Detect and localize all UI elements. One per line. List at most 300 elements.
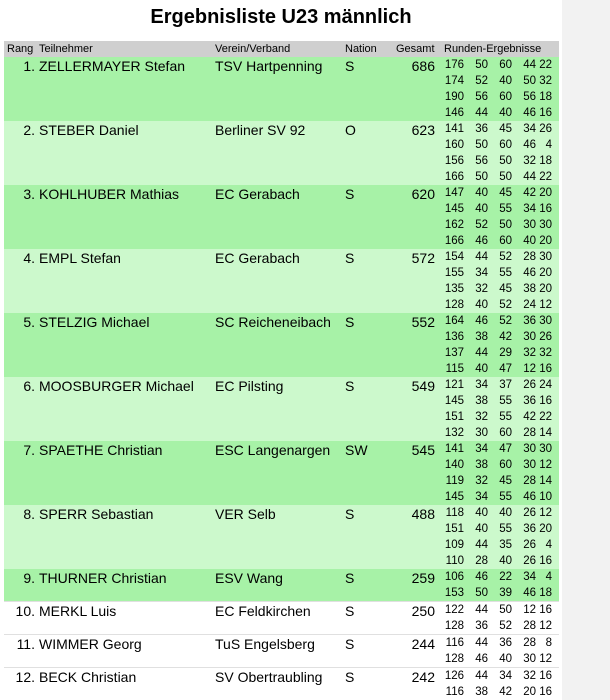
total-score: 242 [411,669,435,685]
round-value: 34 [475,379,488,391]
participant-name: EMPL Stefan [39,250,121,266]
round-value: 46 [523,587,536,599]
round-value: 45 [499,283,512,295]
total-score: 259 [411,570,435,586]
round-value: 34 [499,670,512,682]
round-line [444,73,552,89]
round-value: 116 [445,637,464,649]
round-line [444,297,552,313]
nation-code: O [345,122,356,138]
round-value: 145 [444,395,464,407]
header-gesamt: Gesamt [396,43,435,55]
nation-code: S [345,669,355,685]
round-value: 24 [523,299,536,311]
round-value: 30 [523,653,536,665]
round-line [444,89,552,105]
round-line [444,684,552,700]
round-value: 44 [475,539,488,551]
result-row [4,441,559,505]
participant-name: MOOSBURGER Michael [39,378,194,394]
round-value: 44 [523,59,536,71]
rank-cell: 2. [23,122,35,138]
round-value: 46 [523,139,536,151]
round-value: 34 [475,443,488,455]
rank-cell: 3. [23,186,35,202]
result-row [4,601,559,634]
round-results [444,313,552,377]
round-value: 34 [475,267,488,279]
round-value: 42 [523,411,536,423]
round-value: 52 [499,299,512,311]
round-value: 20 [539,283,552,295]
round-value: 116 [445,686,464,698]
round-line [444,329,552,345]
round-value: 35 [499,539,512,551]
round-value: 154 [444,251,464,263]
round-value: 32 [523,670,536,682]
round-value: 135 [444,283,464,295]
round-line [444,425,552,441]
round-value: 50 [499,155,512,167]
round-value: 12 [523,604,536,616]
round-value: 132 [444,427,464,439]
round-line [444,585,552,601]
round-line [444,668,552,684]
round-value: 30 [539,219,552,231]
club-name: SV Obertraubling [215,669,323,685]
round-value: 32 [523,155,536,167]
round-value: 16 [539,604,552,616]
round-value: 155 [444,267,464,279]
round-line [444,489,552,505]
round-value: 46 [475,653,488,665]
round-value: 156 [444,155,464,167]
round-value: 128 [444,653,464,665]
round-line [444,345,552,361]
round-value: 115 [445,363,464,375]
round-value: 44 [475,251,488,263]
round-value: 40 [475,363,488,375]
total-score: 572 [411,250,435,266]
round-value: 50 [475,171,488,183]
participant-name: THURNER Christian [39,570,167,586]
rank-cell: 12. [15,669,35,685]
header-nation: Nation [345,43,377,55]
round-value: 16 [539,686,552,698]
round-value: 44 [475,637,488,649]
round-value: 40 [499,75,512,87]
round-value: 164 [444,315,464,327]
round-value: 52 [475,75,488,87]
round-value: 32 [539,75,552,87]
round-results [444,57,552,121]
round-value: 26 [523,539,536,551]
round-value: 34 [523,123,536,135]
round-value: 36 [475,123,488,135]
round-value: 32 [475,283,488,295]
round-line [444,409,552,425]
round-value: 14 [539,475,552,487]
header-verein: Verein/Verband [215,43,291,55]
round-value: 26 [523,555,536,567]
round-value: 32 [523,347,536,359]
round-value: 8 [545,637,552,649]
round-value: 38 [475,459,488,471]
round-line [444,537,552,553]
participant-name: ZELLERMAYER Stefan [39,58,186,74]
club-name: SC Reicheneibach [215,314,331,330]
round-value: 52 [475,219,488,231]
round-value: 190 [444,91,464,103]
total-score: 488 [411,506,435,522]
round-value: 151 [444,411,464,423]
nation-code: S [345,636,355,652]
round-value: 50 [475,139,488,151]
round-value: 10 [539,491,552,503]
round-value: 32 [475,475,488,487]
club-name: ESV Wang [215,570,283,586]
participant-name: STEBER Daniel [39,122,139,138]
round-value: 26 [523,379,536,391]
result-row [4,377,559,441]
club-name: TSV Hartpenning [215,58,323,74]
round-value: 145 [444,203,464,215]
round-value: 50 [475,587,488,599]
round-value: 42 [499,686,512,698]
round-value: 174 [444,75,464,87]
round-value: 46 [475,235,488,247]
round-value: 55 [499,523,512,535]
round-value: 20 [539,267,552,279]
round-line [444,185,552,201]
round-value: 44 [475,670,488,682]
round-value: 141 [444,123,464,135]
round-value: 34 [475,491,488,503]
round-value: 22 [539,411,552,423]
club-name: ESC Langenargen [215,442,331,458]
round-line [444,201,552,217]
round-value: 46 [475,571,488,583]
round-value: 16 [539,670,552,682]
round-value: 24 [539,379,552,391]
round-value: 50 [499,604,512,616]
round-value: 40 [475,523,488,535]
round-value: 16 [539,107,552,119]
participant-name: SPAETHE Christian [39,442,163,458]
round-value: 56 [523,91,536,103]
round-value: 46 [523,267,536,279]
round-line [444,249,552,265]
round-value: 55 [499,203,512,215]
round-value: 20 [539,235,552,247]
round-value: 44 [523,171,536,183]
round-value: 34 [523,203,536,215]
round-value: 12 [523,363,536,375]
round-value: 47 [499,443,512,455]
round-value: 40 [475,187,488,199]
round-value: 160 [444,139,464,151]
header-teilnehmer: Teilnehmer [39,43,93,55]
round-value: 38 [475,395,488,407]
round-value: 12 [539,620,552,632]
round-value: 44 [475,347,488,359]
total-score: 250 [411,603,435,619]
club-name: EC Gerabach [215,186,300,202]
round-value: 4 [545,539,552,551]
total-score: 545 [411,442,435,458]
round-line [444,457,552,473]
rank-cell: 5. [23,314,35,330]
round-results [444,505,552,569]
round-value: 28 [523,620,536,632]
rank-cell: 7. [23,442,35,458]
round-value: 32 [475,411,488,423]
round-value: 30 [523,459,536,471]
round-value: 36 [475,620,488,632]
total-score: 549 [411,378,435,394]
rank-cell: 4. [23,250,35,266]
round-value: 36 [523,523,536,535]
result-row [4,667,559,700]
round-value: 118 [445,507,464,519]
result-row [4,249,559,313]
round-value: 37 [499,379,512,391]
round-value: 30 [539,315,552,327]
round-value: 30 [523,443,536,455]
participant-name: BECK Christian [39,669,137,685]
round-value: 22 [539,171,552,183]
round-value: 16 [539,363,552,375]
total-score: 244 [411,636,435,652]
round-line [444,569,552,585]
round-value: 44 [475,604,488,616]
round-value: 28 [523,427,536,439]
nation-code: S [345,58,355,74]
round-value: 40 [475,299,488,311]
round-value: 50 [523,75,536,87]
page-title: Ergebnisliste U23 männlich [150,6,412,28]
result-row [4,505,559,569]
round-value: 30 [539,251,552,263]
round-line [444,441,552,457]
round-value: 12 [539,299,552,311]
round-value: 46 [523,491,536,503]
round-value: 176 [444,59,464,71]
round-value: 126 [444,670,464,682]
round-results [444,668,552,700]
rank-cell: 9. [23,570,35,586]
total-score: 552 [411,314,435,330]
round-line [444,169,552,185]
round-line [444,233,552,249]
round-value: 122 [444,604,464,616]
round-value: 40 [499,555,512,567]
round-line [444,217,552,233]
round-value: 60 [499,235,512,247]
round-value: 40 [499,107,512,119]
round-value: 136 [444,331,464,343]
round-line [444,137,552,153]
round-line [444,618,552,634]
round-value: 18 [539,91,552,103]
round-line [444,265,552,281]
round-value: 30 [475,427,488,439]
nation-code: S [345,378,355,394]
round-value: 145 [444,491,464,503]
round-value: 36 [523,395,536,407]
rank-cell: 1. [23,58,35,74]
nation-code: S [345,603,355,619]
round-value: 30 [539,443,552,455]
round-line [444,313,552,329]
round-value: 47 [499,363,512,375]
header-rang: Rang [7,43,34,55]
result-row [4,313,559,377]
round-value: 119 [445,475,464,487]
round-value: 14 [539,427,552,439]
round-results [444,185,552,249]
round-value: 60 [499,139,512,151]
round-results [444,121,552,185]
club-name: TuS Engelsberg [215,636,315,652]
round-line [444,505,552,521]
round-value: 55 [499,267,512,279]
round-line [444,473,552,489]
round-value: 28 [475,555,488,567]
round-value: 12 [539,507,552,519]
round-value: 45 [499,123,512,135]
club-name: Berliner SV 92 [215,122,306,138]
total-score: 686 [411,58,435,74]
round-value: 55 [499,491,512,503]
round-value: 16 [539,555,552,567]
round-line [444,651,552,667]
round-line [444,602,552,618]
participant-name: KOHLHUBER Mathias [39,186,180,202]
round-line [444,281,552,297]
round-value: 20 [539,187,552,199]
round-value: 46 [475,315,488,327]
round-value: 45 [499,475,512,487]
table-header [4,41,559,57]
round-line [444,635,552,651]
round-value: 38 [475,331,488,343]
round-value: 40 [523,235,536,247]
round-value: 28 [523,251,536,263]
round-value: 162 [444,219,464,231]
round-value: 128 [444,620,464,632]
nation-code: S [345,314,355,330]
club-name: EC Feldkirchen [215,603,311,619]
round-value: 146 [444,107,464,119]
nation-code: S [345,506,355,522]
round-value: 29 [499,347,512,359]
participant-name: STELZIG Michael [39,314,150,330]
round-line [444,377,552,393]
round-value: 60 [499,427,512,439]
round-value: 30 [523,219,536,231]
round-value: 40 [499,507,512,519]
rank-cell: 11. [16,636,35,652]
round-value: 60 [499,459,512,471]
round-value: 153 [444,587,464,599]
round-value: 40 [475,203,488,215]
round-line [444,553,552,569]
club-name: VER Selb [215,506,276,522]
round-results [444,377,552,441]
round-value: 28 [523,637,536,649]
round-value: 166 [444,171,464,183]
round-value: 22 [499,571,512,583]
round-value: 42 [499,331,512,343]
total-score: 623 [411,122,435,138]
round-value: 18 [539,155,552,167]
round-line [444,521,552,537]
round-value: 38 [475,686,488,698]
round-value: 110 [445,555,464,567]
round-results [444,441,552,505]
nation-code: S [345,570,355,586]
round-value: 50 [475,59,488,71]
round-value: 12 [539,653,552,665]
participant-name: MERKL Luis [39,603,117,619]
round-value: 20 [539,523,552,535]
round-value: 55 [499,395,512,407]
nation-code: S [345,186,355,202]
round-value: 166 [444,235,464,247]
round-value: 4 [545,571,552,583]
round-value: 42 [523,187,536,199]
round-value: 38 [523,283,536,295]
round-line [444,393,552,409]
round-value: 109 [444,539,464,551]
round-value: 137 [444,347,464,359]
round-value: 46 [523,107,536,119]
round-value: 52 [499,315,512,327]
round-value: 50 [499,171,512,183]
round-value: 45 [499,187,512,199]
round-results [444,249,552,313]
result-row [4,185,559,249]
round-value: 26 [539,123,552,135]
round-line [444,105,552,121]
round-value: 39 [499,587,512,599]
rank-cell: 10. [15,603,35,619]
round-value: 60 [499,59,512,71]
round-results [444,569,552,601]
result-row [4,569,559,601]
round-value: 140 [444,459,464,471]
round-value: 55 [499,411,512,423]
club-name: EC Pilsting [215,378,284,394]
nation-code: SW [345,442,368,458]
round-value: 26 [539,331,552,343]
header-runden: Runden-Ergebnisse [444,43,542,55]
nation-code: S [345,250,355,266]
round-line [444,121,552,137]
round-value: 16 [539,203,552,215]
round-value: 151 [444,523,464,535]
round-results [444,602,552,634]
round-results [444,635,552,667]
round-value: 52 [499,251,512,263]
round-value: 12 [539,459,552,471]
round-value: 18 [539,587,552,599]
round-value: 106 [444,571,464,583]
results-table [4,57,559,700]
round-value: 26 [523,507,536,519]
round-value: 52 [499,620,512,632]
